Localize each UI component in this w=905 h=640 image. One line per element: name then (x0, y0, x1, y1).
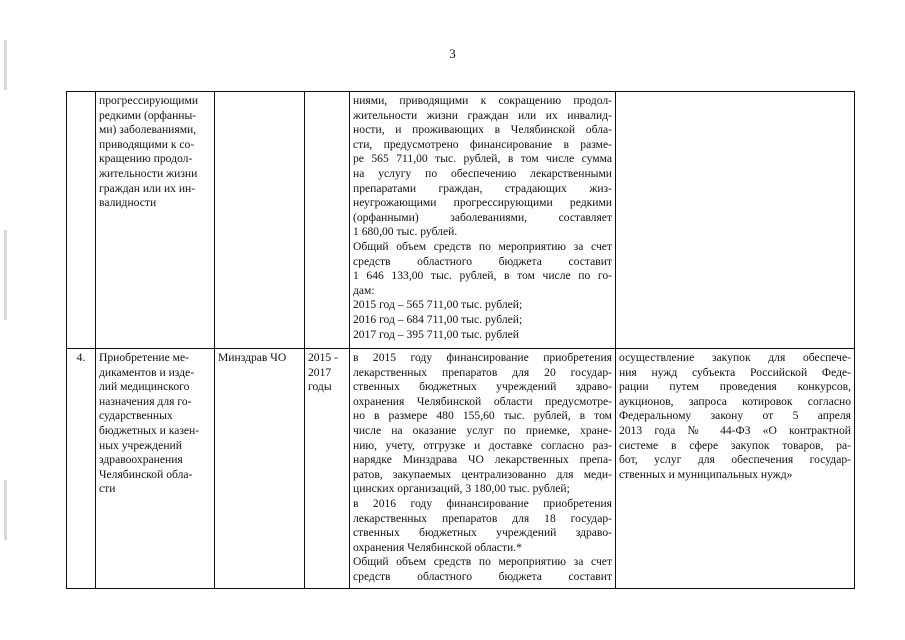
row-number-cell (67, 92, 96, 349)
basis (619, 351, 851, 482)
text-line: ратов, закупаемых централизованно для меди- (353, 467, 612, 481)
text-line: жительности жизни (99, 166, 198, 180)
scan-edge-mark (4, 230, 7, 320)
text-line: жительности жизни граждан или их инвалид- (353, 108, 612, 122)
text-line: ности, и проживающих в Челябинской обла- (353, 123, 612, 137)
text-line: Приобретение ме- (99, 351, 190, 364)
description-cell (350, 349, 616, 589)
description (353, 94, 612, 342)
text-line: но в размере 480 155,60 тыс. рублей, в том (353, 409, 612, 423)
text-line: системе в сфере закупок товаров, ра- (619, 438, 851, 452)
page-number: 3 (449, 46, 456, 61)
document-table (66, 91, 855, 589)
text-line: ре 565 711,00 тыс. рублей, в том числе сумма (353, 152, 612, 166)
text-line: здравоохранения (99, 453, 183, 467)
text-line: нию, учету, отгрузке и доставке согласно раз- (353, 438, 612, 452)
text-line: 1 680,00 тыс. рублей. (353, 225, 458, 239)
text-line: 2015 - (308, 351, 338, 364)
text-line: ми) заболеваниями, (99, 123, 197, 137)
text-line: средств областного бюджета составит (353, 569, 612, 583)
text-line: редкими (орфанны- (99, 108, 197, 122)
text-line: охранения Челябинской области.* (353, 540, 522, 554)
text-line: сти, предусмотрено финансирование в разме- (353, 137, 612, 151)
executor-cell (215, 92, 305, 349)
text-line: дам: (353, 283, 375, 297)
text-line: лекарственных препаратов для 18 государ- (353, 511, 612, 525)
text-line: ственных бюджетных учреждений здраво- (353, 526, 612, 540)
text-line: средств областного бюджета составит (353, 254, 612, 268)
row-number: 4. (76, 351, 86, 364)
basis-cell (616, 349, 855, 589)
measure-name-cell (96, 92, 215, 349)
text-line: числе на оказание услуг по приемке, хране- (353, 423, 612, 437)
text-line: прогрессирующими (99, 94, 199, 107)
text-line: граждан или их ин- (99, 181, 196, 195)
text-line: аукционов, запроса котировок согласно (619, 394, 851, 408)
table-row (67, 349, 855, 589)
text-line: ния нужд субъекта Российской Феде- (619, 365, 851, 379)
text-line: 2017 (308, 365, 332, 379)
text-line: Общий объем средств по мероприятию за счет (353, 239, 612, 253)
text-line: сударственных (99, 409, 173, 423)
period (308, 351, 346, 395)
text-line: приводящими к со- (99, 137, 195, 151)
text-line: 2016 год – 684 711,00 тыс. рублей; (353, 312, 523, 326)
text-line: нарядке Минздрава ЧО лекарственных препа- (353, 453, 612, 467)
text-line: 1 646 133,00 тыс. рублей, в том числе по го- (353, 269, 612, 283)
text-line: ственных и муниципальных нужд» (619, 467, 793, 481)
text-line: неугрожающими прогрессирующими редкими (353, 196, 612, 210)
measure-name-cell (96, 349, 215, 589)
executor-cell (215, 349, 305, 589)
text-line: лий медицинского (99, 380, 190, 394)
text-line: Общий объем средств по мероприятию за счет (353, 555, 612, 569)
period-cell (305, 349, 350, 589)
text-line: цинских организаций, 3 180,00 тыс. рублей; (353, 482, 570, 496)
description (353, 351, 612, 585)
text-line: охранения Челябинской области предусмотре- (353, 394, 612, 408)
executor: Минздрав ЧО (218, 351, 287, 364)
measure-name (99, 351, 211, 497)
row-number-cell (67, 349, 96, 589)
text-line: Челябинской обла- (99, 467, 193, 481)
text-line: рации путем проведения конкурсов, (619, 380, 851, 394)
text-line: кращению продол- (99, 152, 193, 166)
text-line: назначения для го- (99, 394, 192, 408)
text-line: 2015 год – 565 711,00 тыс. рублей; (353, 298, 523, 312)
text-line: бюджетных и казен- (99, 423, 200, 437)
text-line: 2013 года № 44-ФЗ «О контрактной (619, 423, 851, 437)
measure-name (99, 94, 211, 211)
period-cell (305, 92, 350, 349)
text-line: ственных бюджетных учреждений здраво- (353, 380, 612, 394)
table-row (67, 92, 855, 349)
text-line: ных учреждений (99, 438, 182, 452)
text-line: препаратами граждан, страдающих жиз- (353, 181, 612, 195)
text-line: валидности (99, 196, 157, 210)
text-line: в 2015 году финансирование приобретения (353, 351, 612, 364)
text-line: (орфанными) заболеваниями, составляет (353, 210, 612, 224)
text-line: бот, услуг для обеспечения государ- (619, 453, 851, 467)
text-line: сти (99, 482, 116, 496)
text-line: 2017 год – 395 711,00 тыс. рублей (353, 327, 519, 341)
text-line: ниями, приводящими к сокращению продол- (353, 94, 612, 107)
text-line: на услугу по обеспечению лекарственными (353, 166, 612, 180)
scan-edge-mark (4, 480, 7, 540)
description-cell (350, 92, 616, 349)
text-line: осуществление закупок для обеспече- (619, 351, 851, 364)
basis-cell (616, 92, 855, 349)
text-line: Федеральному закону от 5 апреля (619, 409, 851, 423)
text-line: годы (308, 380, 332, 394)
text-line: в 2016 году финансирование приобретения (353, 496, 612, 510)
text-line: дикаментов и изде- (99, 365, 195, 379)
text-line: лекарственных препаратов для 20 государ- (353, 365, 612, 379)
